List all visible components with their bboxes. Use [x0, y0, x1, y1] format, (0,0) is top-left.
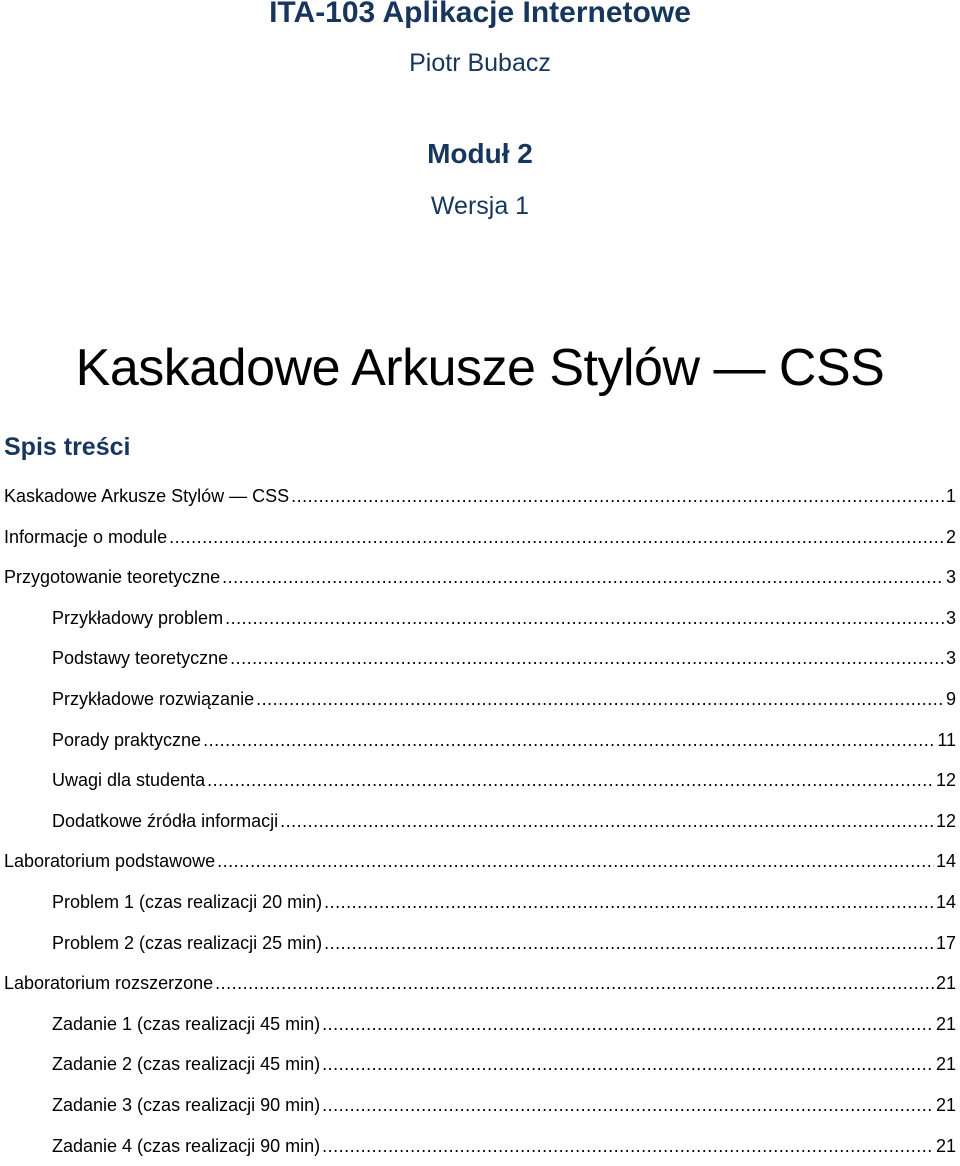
toc-entry-page-number[interactable]: 9: [946, 679, 956, 720]
toc-entry-page-number[interactable]: 21: [936, 1126, 956, 1166]
toc-entry-label[interactable]: Przykładowe rozwiązanie: [52, 679, 254, 720]
toc-heading: Spis treści: [4, 433, 130, 462]
toc-entry-label[interactable]: Porady praktyczne: [52, 720, 201, 761]
toc-dot-leader: [322, 1044, 934, 1085]
toc-entry-page-number[interactable]: 3: [946, 557, 956, 598]
toc-dot-leader: [169, 517, 944, 558]
toc-dot-leader: [230, 638, 944, 679]
toc-entry-page-number[interactable]: 12: [936, 801, 956, 842]
toc-entry-page-number[interactable]: 3: [946, 598, 956, 639]
toc-entry-page-number[interactable]: 21: [936, 1004, 956, 1045]
toc-entry-label[interactable]: Dodatkowe źródła informacji: [52, 801, 278, 842]
toc-entry-label[interactable]: Uwagi dla studenta: [52, 760, 205, 801]
toc-entry[interactable]: [0, 1004, 960, 1045]
toc-entry[interactable]: [0, 841, 960, 882]
toc-dot-leader: [322, 1126, 934, 1166]
toc-dot-leader: [203, 720, 935, 761]
toc-dot-leader: [217, 841, 934, 882]
main-title: Kaskadowe Arkusze Stylów — CSS: [0, 338, 960, 398]
toc-entry-label[interactable]: Kaskadowe Arkusze Stylów — CSS: [4, 476, 289, 517]
toc-entry-label[interactable]: Laboratorium rozszerzone: [4, 963, 213, 1004]
toc-entry-label[interactable]: Problem 1 (czas realizacji 20 min): [52, 882, 322, 923]
toc-entry-label[interactable]: Przykładowy problem: [52, 598, 223, 639]
toc-entry-page-number[interactable]: 21: [936, 963, 956, 1004]
toc-entry-label[interactable]: Problem 2 (czas realizacji 25 min): [52, 923, 322, 964]
toc-dot-leader: [207, 760, 934, 801]
toc-entry-page-number[interactable]: 1: [946, 476, 956, 517]
toc-entry[interactable]: [0, 720, 960, 761]
toc-dot-leader: [256, 679, 944, 720]
version-label: Wersja 1: [0, 192, 960, 221]
toc-entry-label[interactable]: Zadanie 2 (czas realizacji 45 min): [52, 1044, 320, 1085]
toc-entry[interactable]: [0, 557, 960, 598]
toc-entry[interactable]: [0, 1044, 960, 1085]
toc-entry[interactable]: [0, 476, 960, 517]
toc-entry-label[interactable]: Laboratorium podstawowe: [4, 841, 215, 882]
toc-entry[interactable]: [0, 517, 960, 558]
toc-entry[interactable]: [0, 1126, 960, 1166]
author-name: Piotr Bubacz: [0, 49, 960, 78]
toc-entry-label[interactable]: Zadanie 4 (czas realizacji 90 min): [52, 1126, 320, 1166]
toc-entry-page-number[interactable]: 14: [936, 882, 956, 923]
toc-entry-page-number[interactable]: 21: [936, 1044, 956, 1085]
table-of-contents: [0, 476, 960, 1166]
toc-entry[interactable]: [0, 679, 960, 720]
toc-entry[interactable]: [0, 963, 960, 1004]
toc-entry-page-number[interactable]: 14: [936, 841, 956, 882]
toc-entry[interactable]: [0, 801, 960, 842]
toc-dot-leader: [324, 923, 934, 964]
toc-entry[interactable]: [0, 760, 960, 801]
toc-entry-page-number[interactable]: 21: [936, 1085, 956, 1126]
toc-entry-label[interactable]: Zadanie 1 (czas realizacji 45 min): [52, 1004, 320, 1045]
toc-entry-label[interactable]: Informacje o module: [4, 517, 167, 558]
toc-entry[interactable]: [0, 882, 960, 923]
toc-entry[interactable]: [0, 598, 960, 639]
toc-dot-leader: [322, 1004, 934, 1045]
toc-dot-leader: [291, 476, 944, 517]
toc-dot-leader: [322, 1085, 934, 1126]
course-title: ITA-103 Aplikacje Internetowe: [0, 0, 960, 30]
toc-dot-leader: [280, 801, 934, 842]
toc-dot-leader: [225, 598, 944, 639]
toc-entry-page-number[interactable]: 2: [946, 517, 956, 558]
toc-dot-leader: [215, 963, 934, 1004]
module-title: Moduł 2: [0, 138, 960, 170]
toc-entry-label[interactable]: Zadanie 3 (czas realizacji 90 min): [52, 1085, 320, 1126]
toc-entry-page-number[interactable]: 11: [937, 720, 956, 761]
toc-entry[interactable]: [0, 638, 960, 679]
toc-entry-page-number[interactable]: 12: [936, 760, 956, 801]
toc-entry[interactable]: [0, 923, 960, 964]
toc-dot-leader: [222, 557, 944, 598]
toc-entry-label[interactable]: Przygotowanie teoretyczne: [4, 557, 220, 598]
toc-entry-page-number[interactable]: 17: [936, 923, 956, 964]
toc-entry-label[interactable]: Podstawy teoretyczne: [52, 638, 228, 679]
toc-dot-leader: [324, 882, 934, 923]
toc-entry-page-number[interactable]: 3: [946, 638, 956, 679]
toc-entry[interactable]: [0, 1085, 960, 1126]
